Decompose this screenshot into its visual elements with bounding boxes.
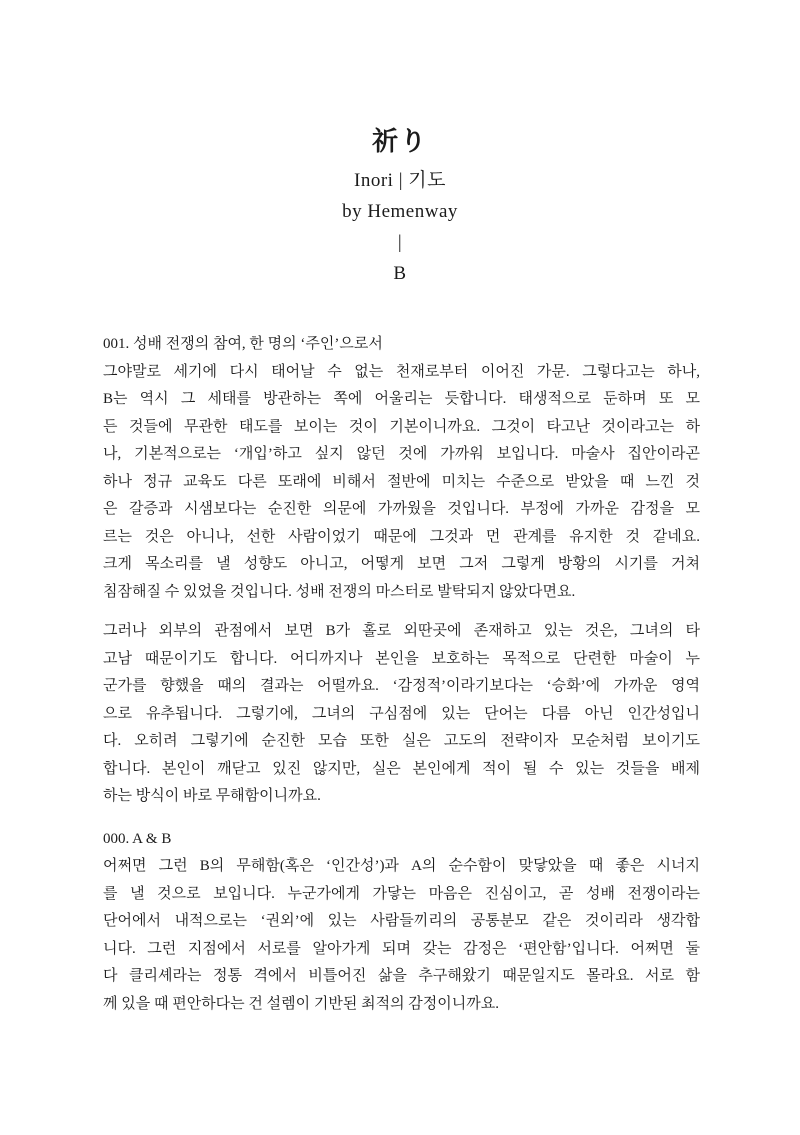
section-heading: 001. 성배 전쟁의 참여, 한 명의 ‘주인’으로서 [103,336,383,352]
text-line: 단어에서 내적으로는 ‘권외’에 있는 사람들끼리의 공통분모 같은 것이리라 생각합 [103,913,700,929]
title-author: by Hemenway [342,201,458,222]
text-line: 니다. 그런 지점에서 서로를 알아가게 되며 갖는 감정은 ‘편안함’입니다. 어쩌면 둘 [103,940,700,957]
text-line: 께 있을 때 편안하다는 건 설렘이 기반된 최적의 감정이니까요. [103,995,500,1012]
paragraph [103,359,700,607]
section-heading: 000. A & B [103,830,172,847]
text-line: 은 갈증과 시샘보다는 순진한 의문에 가까웠을 것입니다. 부정에 가까운 감정을 모 [103,501,700,517]
text-line: 그야말로 세기에 다시 태어날 수 없는 천재로부터 이어진 가문. 그렇다고는 하나, [103,363,700,380]
title-block [0,0,800,289]
paragraph [103,853,700,1018]
text-line: 다. 오히려 그렇기에 순진한 모습 또한 실은 고도의 전략이자 모순처럼 보이기도 [103,733,700,749]
text-line: 르는 것은 아니나, 선한 사람이었기 때문에 그것과 먼 관계를 유지한 것 같네요. [103,528,700,545]
text-line: B는 역시 그 세태를 방관하는 쪽에 어울리는 듯합니다. 태생적으로 둔하며 또 모 [103,391,700,407]
text-line: 합니다. 본인이 깨닫고 있진 않지만, 실은 본인에게 적이 될 수 있는 것들을 배제 [103,760,700,777]
text-line: 크게 목소리를 낼 성향도 아니고, 어떻게 보면 그저 그렇게 방황의 시기를 거쳐 [103,556,700,572]
title-divider: | [397,232,403,253]
text-line: 고남 때문이기도 합니다. 어디까지나 본인을 보호하는 목적으로 단련한 마술이 누 [103,650,700,667]
text-line: 군가를 향했을 때의 결과는 어떨까요. ‘감정적’이라기보다는 ‘승화’에 가까운 영역 [103,678,700,694]
title-subject: B [393,263,407,284]
title-japanese: 祈り [371,127,428,156]
text-line: 나, 기본적으로는 ‘개입’하고 싶지 않던 것에 가까워 보입니다. 마술사 집안이라곤 [103,446,700,462]
text-line: 다 클리셰라는 정통 격에서 비틀어진 삶을 추구해왔기 때문일지도 몰라요. 서로 함 [103,968,700,984]
title-latin: Inori | 기도 [354,170,446,191]
text-line: 으로 유추됩니다. 그렇기에, 그녀의 구심점에 있는 단어는 다름 아닌 인간성입니 [103,705,700,722]
text-line: 를 낼 것으로 보입니다. 누군가에게 가닿는 마음은 진심이고, 곧 성배 전쟁이라는 [103,885,700,902]
text-line: 그러나 외부의 관점에서 보면 B가 홀로 외딴곳에 존재하고 있는 것은, 그녀의 타 [103,623,700,639]
paragraph [103,618,700,811]
text-line: 든 것들에 무관한 태도를 보이는 것이 기본이니까요. 그것이 타고난 것이라고는 하 [103,418,700,435]
text-line: 하는 방식이 바로 무해함이니까요. [103,788,321,804]
text-line: 하나 정규 교육도 다른 또래에 비해서 절반에 미치는 수준으로 받았을 때 느낀 것 [103,473,700,490]
text-line: 침잠해질 수 있었을 것입니다. 성배 전쟁의 마스터로 발탁되지 않았다면요. [103,583,576,600]
document-body [103,331,700,1018]
text-line: 어쩌면 그런 B의 무해함(혹은 ‘인간성’)과 A의 순수함이 맞닿았을 때 좋은 시너지 [103,858,700,874]
